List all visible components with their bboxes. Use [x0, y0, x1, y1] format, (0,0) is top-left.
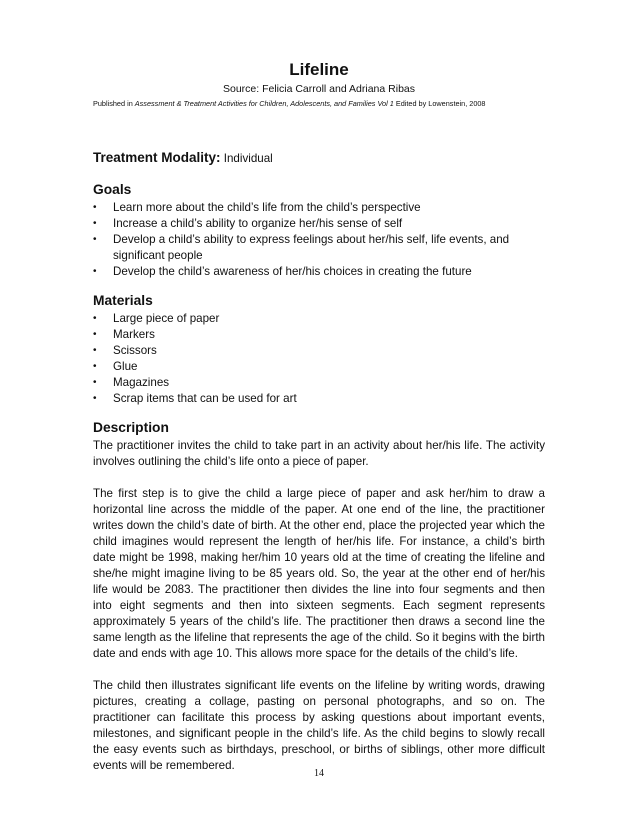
- list-item: [93, 200, 545, 216]
- publication-title: Assessment & Treatment Activities for Children, Adolescents, and Families Vol 1: [134, 99, 394, 108]
- goals-heading: Goals: [93, 182, 132, 197]
- description-paragraph: The practitioner invites the child to take part in an activity about her/his life. The activity involves outlining the child’s life onto a piece of paper.: [93, 439, 545, 468]
- list-item: [93, 216, 545, 232]
- list-item: [93, 311, 545, 327]
- bullet-icon: •: [93, 361, 97, 372]
- list-item: [93, 375, 545, 391]
- description-heading: Description: [93, 420, 169, 435]
- bullet-icon: •: [93, 345, 97, 356]
- list-item: [93, 327, 545, 343]
- publication-prefix: Published in: [93, 99, 135, 108]
- list-item: [93, 343, 545, 359]
- materials-heading: Materials: [93, 293, 153, 308]
- list-item: [93, 264, 545, 280]
- list-item-text: Develop a child’s ability to express feelings about her/his self, life events, and significant people: [113, 233, 510, 262]
- list-item: [93, 359, 545, 375]
- bullet-icon: •: [93, 202, 97, 213]
- bullet-icon: •: [93, 393, 97, 404]
- goals-list: [93, 200, 545, 280]
- description-paragraph: The first step is to give the child a large piece of paper and ask her/him to draw a horizontal line across the middle of the paper. At one end of the line, the practitioner writes down the child’s date of birth. At the other end, place the projected year which the child imagines would represent the length of her/his life. For instance, a child’s birth date might be 1998, making her/him 10 years old at the time of creating the lifeline and she/he might imagine living to be 85 years old. So, the year at the other end of her/his life would be 2083. The practitioner then divides the line into four segments and then into eight segments and then into sixteen segments. Each segment represents approximately 5 years of the child’s life. The practitioner then draws a second line the same length as the lifeline that represents the age of the child. So it begins with the birth date and ends with age 10. This allows more space for the details of the child’s life.: [93, 487, 545, 660]
- bullet-icon: •: [93, 218, 97, 229]
- treatment-modality: [93, 150, 545, 167]
- list-item: [93, 391, 545, 407]
- description-paragraph: The child then illustrates significant life events on the lifeline by writing words, drawing pictures, creating a collage, pasting on personal photographs, and so on. The practitioner can facilitate this process by asking questions about important events, milestones, and significant people in the child’s life. As the child begins to slowly recall the easy events such as birthdays, preschool, or births of siblings, other more difficult events will be remembered.: [93, 679, 545, 772]
- bullet-icon: •: [93, 313, 97, 324]
- page-number: 14: [314, 768, 324, 779]
- list-item-text: Magazines: [113, 376, 170, 389]
- materials-list: [93, 311, 545, 407]
- list-item-text: Markers: [113, 328, 155, 341]
- list-item-text: Large piece of paper: [113, 312, 220, 325]
- bullet-icon: •: [93, 329, 97, 340]
- list-item-text: Learn more about the child’s life from the child’s perspective: [113, 201, 421, 214]
- bullet-icon: •: [93, 234, 97, 245]
- publication-line: [93, 99, 563, 108]
- publication-suffix: Edited by Lowenstein, 2008: [393, 99, 486, 108]
- list-item-text: Develop the child’s awareness of her/his choices in creating the future: [113, 265, 472, 278]
- document-body: [93, 150, 545, 790]
- list-item-text: Increase a child’s ability to organize her/his sense of self: [113, 217, 403, 230]
- list-item-text: Scissors: [113, 344, 157, 357]
- source-line: Source: Felicia Carroll and Adriana Ribas: [222, 83, 415, 95]
- bullet-icon: •: [93, 377, 97, 388]
- treatment-modality-label: Treatment Modality:: [93, 150, 221, 165]
- list-item-text: Scrap items that can be used for art: [113, 392, 297, 405]
- treatment-modality-value: Individual: [220, 152, 273, 165]
- list-item-text: Glue: [113, 360, 138, 373]
- bullet-icon: •: [93, 266, 97, 277]
- page-title: Lifeline: [289, 60, 349, 79]
- list-item: [93, 232, 545, 264]
